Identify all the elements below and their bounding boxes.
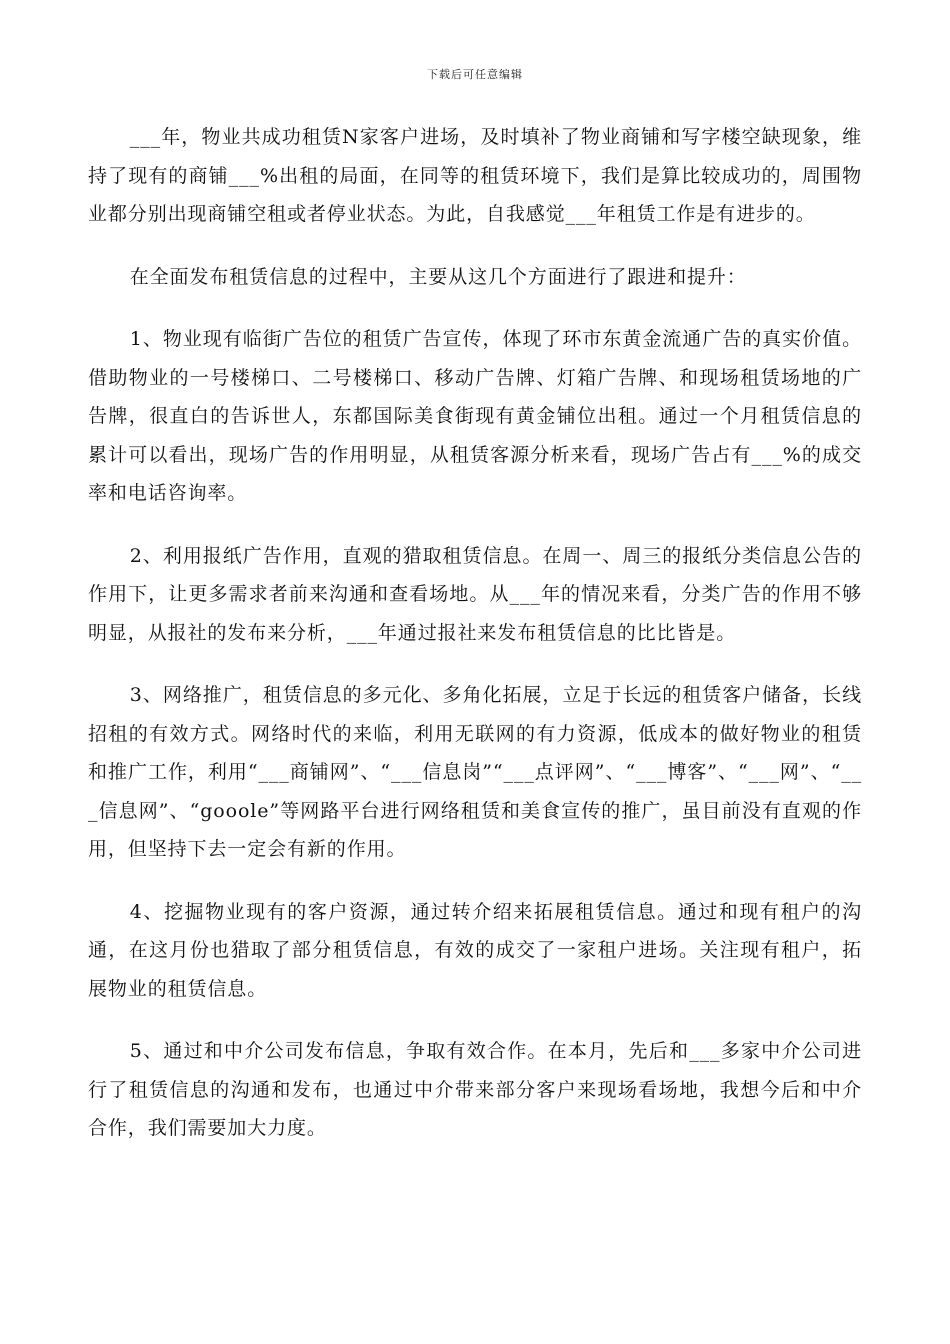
- header-note: 下载后可任意编辑: [427, 68, 523, 81]
- paragraph-summary: ___年，物业共成功租赁N家客户进场，及时填补了物业商铺和写字楼空缺现象，维持了现有的商铺___%出租的局面，在同等的租赁环境下，我们是算比较成功的，周围物业都分别出现商铺空租或者停业状态。为此，自我感觉___年租赁工作是有进步的。: [88, 126, 862, 225]
- paragraph-intro: 在全面发布租赁信息的过程中，主要从这几个方面进行了跟进和提升：: [129, 265, 747, 288]
- paragraph-item-1: 1、物业现有临街广告位的租赁广告宣传，体现了环市东黄金流通广告的真实价值。借助物业的一号楼梯口、二号楼梯口、移动广告牌、灯箱广告牌、和现场租赁场地的广告牌，很直白的告诉世人，东都国际美食街现有黄金铺位出租。通过一个月租赁信息的累计可以看出，现场广告的作用明显，从租赁客源分析来看，现场广告占有___%的成交率和电话咨询率。: [88, 328, 862, 504]
- paragraph-item-3: 3、网络推广，租赁信息的多元化、多角化拓展，立足于长远的租赁客户储备，长线招租的有效方式。网络时代的来临，利用无联网的有力资源，低成本的做好物业的租赁和推广工作，利用“___商铺网”、“___信息岗”“___点评网”、“___博客”、“___网”、“___信息网”、“gooole”等网路平台进行网络租赁和美食宣传的推广，虽目前没有直观的作用，但坚持下去一定会有新的作用。: [88, 684, 862, 860]
- document-body: [88, 118, 862, 1148]
- paragraph-item-4: 4、挖掘物业现有的客户资源，通过转介绍来拓展租赁信息。通过和现有租户的沟通，在这月份也猎取了部分租赁信息，有效的成交了一家租户进场。关注现有租户，拓展物业的租赁信息。: [88, 900, 862, 1000]
- paragraph-item-5: 5、通过和中介公司发布信息，争取有效合作。在本月，先后和___多家中介公司进行了租赁信息的沟通和发布，也通过中介带来部分客户来现场看场地，我想今后和中介合作，我们需要加大力度。: [88, 1040, 862, 1139]
- paragraph-item-2: 2、利用报纸广告作用，直观的猎取租赁信息。在周一、周三的报纸分类信息公告的作用下，让更多需求者前来沟通和查看场地。从___年的情况来看，分类广告的作用不够明显，从报社的发布来分析，___年通过报社来发布租赁信息的比比皆是。: [88, 544, 862, 644]
